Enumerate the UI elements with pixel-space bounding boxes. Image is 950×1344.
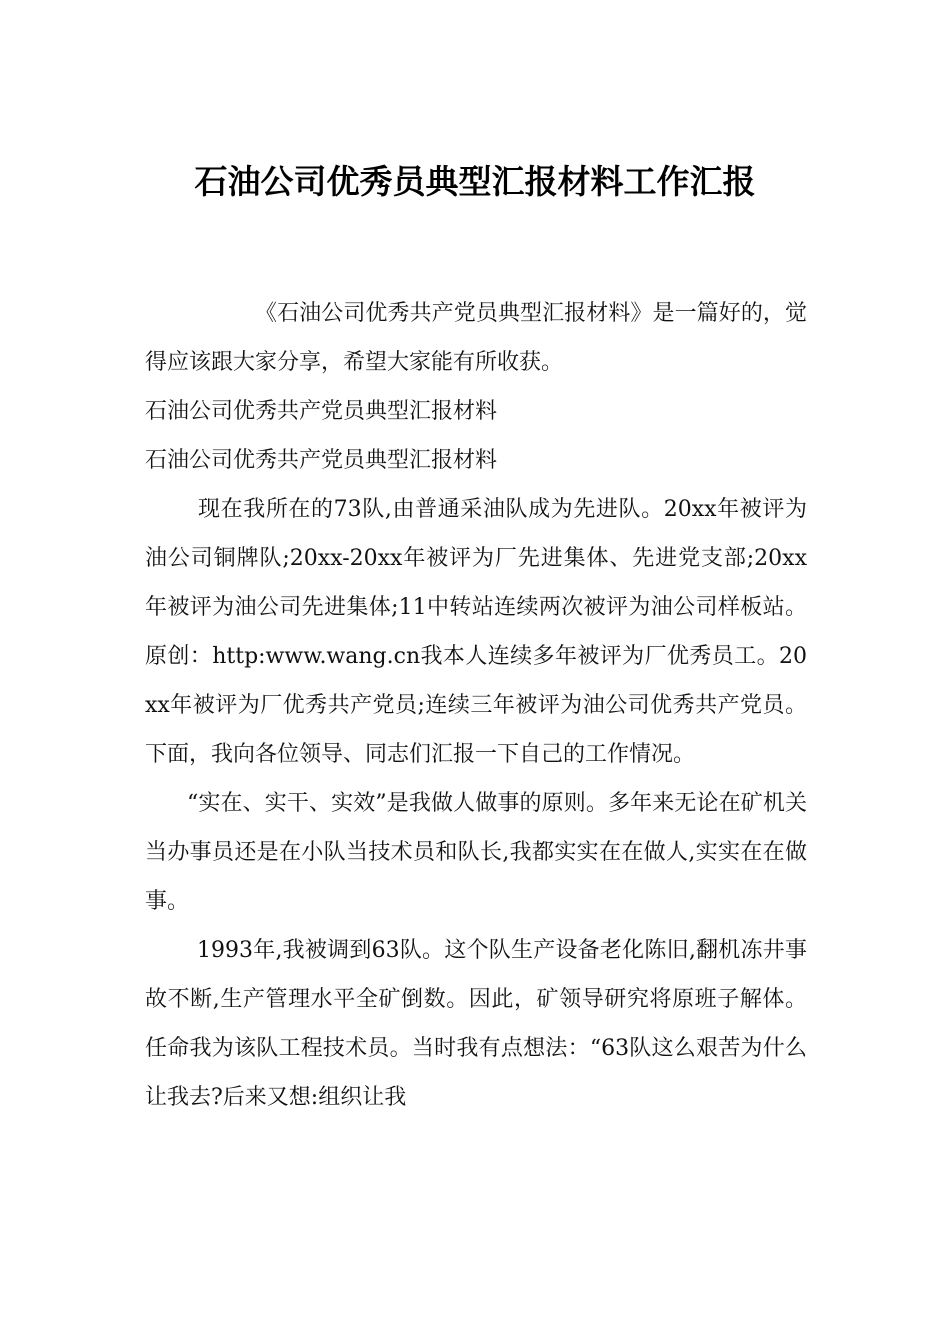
body-paragraph: 1993年,我被调到63队。这个队生产设备老化陈旧,翻机冻井事故不断,生产管理水平全矿倒数。因此，矿领导研究将原班子解体。任命我为该队工程技术员。当时我有点想法：“63队这么艰苦为什么让我去?后来又想:组织让我: [145, 938, 807, 1110]
body-paragraph: 现在我所在的73队,由普通采油队成为先进队。20xx年被评为油公司铜牌队;20xx-20xx年被评为厂先进集体、先进党支部;20xx年被评为油公司先进集体;11中转站连续两次被评为油公司样板站。原创：http:www.wang.cn我本人连续多年被评为厂优秀员工。20xx年被评为厂优秀共产党员;连续三年被评为油公司优秀共产党员。下面，我向各位领导、同志们汇报一下自己的工作情况。: [145, 497, 807, 767]
document-title: 石油公司优秀员典型汇报材料工作汇报: [194, 162, 756, 201]
intro-paragraph: 《石油公司优秀共产党员典型汇报材料》是一篇好的，觉得应该跟大家分享，希望大家能有所收获。: [145, 301, 807, 375]
body-paragraph: “实在、实干、实效”是我做人做事的原则。多年来无论在矿机关当办事员还是在小队当技术员和队长,我都实实在在做人,实实在在做事。: [145, 791, 807, 914]
document-body: [145, 289, 807, 1122]
subtitle-line: 石油公司优秀共产党员典型汇报材料: [145, 399, 498, 424]
subtitle-line: 石油公司优秀共产党员典型汇报材料: [145, 448, 498, 473]
